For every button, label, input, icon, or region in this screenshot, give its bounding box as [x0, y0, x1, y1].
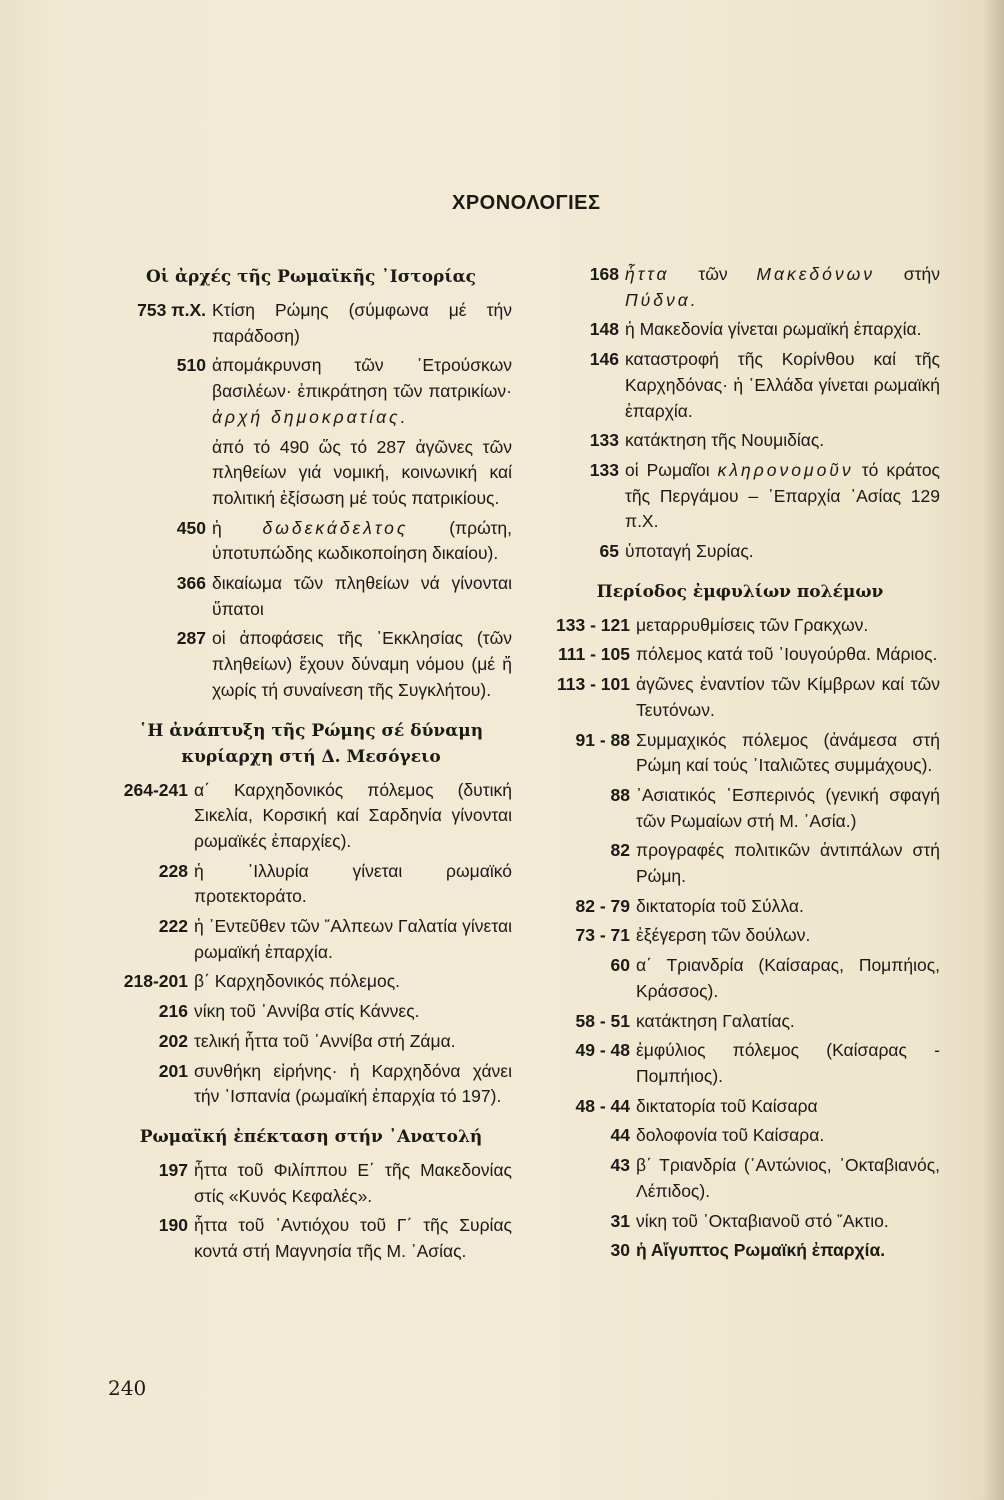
chronology-entry: [110, 1213, 512, 1264]
entry-text: ἡ Μακεδονία γίνεται ρωμαϊκή ἐπαρχία.: [625, 319, 922, 340]
entry-text: β΄ Καρχηδονικός πόλεμος.: [194, 971, 401, 992]
entry-date: 133: [589, 459, 619, 480]
entry-text: ἡ ᾿Εντεῦθεν τῶν ῎Αλπεων Γαλατία γίνεται ρωμαϊκή ἐπαρχία.: [194, 916, 512, 962]
entry-date: 264-241: [123, 779, 188, 800]
chronology-entry: [540, 894, 940, 920]
page-number: 240: [108, 1376, 147, 1400]
entry-date: [110, 435, 212, 512]
entry-text: νίκη τοῦ ᾿Αννίβα στίς Κάννες.: [194, 1001, 420, 1022]
entry-date: 111 - 105: [557, 644, 630, 665]
entry-text: Κτίση Ρώμης (σύμφωνα μέ τήν παράδοση): [212, 300, 512, 346]
entry-date: 133: [589, 430, 619, 451]
chronology-entry: [540, 1238, 940, 1264]
entry-text: κατάκτηση τῆς Νουμιδίας.: [625, 430, 825, 451]
section-heading: ῾Η ἀνάπτυξη τῆς Ρώμης σέ δύναμη κυρίαρχη στή Δ. Μεσόγειο: [138, 720, 484, 767]
entry-date: 197: [158, 1159, 188, 1180]
entry-date: 218-201: [123, 971, 188, 992]
entry-date: 73 - 71: [575, 925, 630, 946]
entry-text: ἡ δωδεκάδελτος (πρώτη, ὑποτυπώδης κωδικοποίηση δικαίου).: [212, 517, 512, 564]
entry-text: νίκη τοῦ ᾿Οκταβιανοῦ στό ῎Ακτιο.: [636, 1210, 889, 1231]
entry-date: 287: [176, 628, 206, 649]
chronology-entry: [110, 969, 512, 995]
chronology-entry: [540, 1209, 940, 1235]
chronology-entry: [540, 613, 940, 639]
chronology-entry: [540, 428, 940, 454]
entry-text: καταστροφή τῆς Κορίνθου καί τῆς Καρχηδόνας· ἡ ῾Ελλάδα γίνεται ρωμαϊκή ἐπαρχία.: [625, 349, 940, 421]
entry-text: ἧττα τοῦ Φιλίππου Ε΄ τῆς Μακεδονίας στίς «Κυνός Κεφαλές».: [194, 1159, 512, 1206]
entry-date: 31: [610, 1210, 630, 1231]
entry-text: ἀγῶνες ἐναντίον τῶν Κίμβρων καί τῶν Τευτόνων.: [636, 674, 940, 720]
entry-text: α΄ Καρχηδονικός πόλεμος (δυτική Σικελία, Κορσική καί Σαρδηνία γίνονται ρωμαϊκές ἐπαρχίες).: [194, 779, 512, 851]
right-column: [540, 262, 940, 1268]
entry-date: 82 - 79: [575, 895, 630, 916]
entry-date: 450: [176, 517, 206, 538]
chronology-entry: [540, 672, 940, 723]
chronology-entry: [540, 458, 940, 535]
chronology-entry: [110, 516, 512, 567]
chronology-entry: [110, 626, 512, 703]
chronology-entry: [540, 317, 940, 343]
entry-date: 91 - 88: [575, 729, 630, 750]
entry-date: 202: [158, 1030, 188, 1051]
chronology-entry: [110, 1158, 512, 1209]
entry-date: 168: [589, 264, 619, 284]
entry-date: 60: [610, 955, 630, 976]
entry-date: 216: [158, 1001, 188, 1022]
page-shadow: [982, 0, 1004, 1500]
entry-date: 510: [176, 355, 206, 376]
chronology-entry: [110, 778, 512, 855]
section-heading: Περίοδος ἐμφυλίων πολέμων: [596, 581, 884, 602]
entry-text: ἧττα τῶν Μακεδόνων στήν Πύδνα.: [625, 264, 940, 310]
entry-date: 113 - 101: [557, 674, 630, 695]
entry-date: 366: [176, 573, 206, 594]
chronology-entry: [110, 353, 512, 430]
entry-text: προγραφές πολιτικῶν ἀντιπάλων στή Ρώμη.: [636, 840, 940, 887]
entry-text: τελική ἧττα τοῦ ᾿Αννίβα στή Ζάμα.: [194, 1030, 456, 1051]
entry-text: κατάκτηση Γαλατίας.: [636, 1010, 795, 1031]
entry-date: 49 - 48: [575, 1040, 630, 1061]
chronology-entry: [540, 1123, 940, 1149]
entry-date: 201: [158, 1060, 188, 1081]
entry-text: δικτατορία τοῦ Καίσαρα: [636, 1095, 818, 1116]
chronology-entry: [110, 914, 512, 965]
chronology-entry: [540, 1009, 940, 1035]
entry-text: πόλεμος κατά τοῦ ᾿Ιουγούρθα. Μάριος.: [636, 644, 938, 665]
entry-date: 30: [610, 1240, 630, 1261]
entry-date: 88: [610, 784, 630, 805]
entry-emphasis: δωδεκάδελτος: [262, 517, 409, 538]
entry-date: 48 - 44: [575, 1095, 630, 1116]
chronology-entry: [540, 1094, 940, 1120]
entry-date: 753 π.Χ.: [137, 300, 206, 320]
entry-text: ἧττα τοῦ ᾿Αντιόχου τοῦ Γ΄ τῆς Συρίας κοντά στή Μαγνησία τῆς Μ. ᾿Ασίας.: [194, 1215, 512, 1262]
chronology-entry: [110, 435, 512, 512]
left-column: [110, 262, 512, 1269]
chronology-entry: [110, 1029, 512, 1055]
entry-emphasis: κληρονομοῦν: [717, 459, 854, 480]
entry-date: 82: [610, 840, 630, 861]
chronology-entry: [540, 1038, 940, 1089]
chronology-entry: [540, 783, 940, 834]
entry-text: ἡ Αἴγυπτος Ρωμαϊκή ἐπαρχία.: [636, 1240, 886, 1261]
entry-text: δικαίωμα τῶν πληθείων νά γίνονται ὕπατοι: [212, 573, 512, 619]
chronology-entry: [540, 262, 940, 313]
entry-text: συνθήκη εἰρήνης· ἡ Καρχηδόνα χάνει τήν ᾿Ισπανία (ρωμαϊκή ἐπαρχία τό 197).: [194, 1060, 512, 1107]
entry-text: ἀπό τό 490 ὥς τό 287 ἀγῶνες τῶν πληθείων γιά νομική, κοινωνική καί πολιτική ἐξίσωση μέ τούς πατρικίους.: [212, 436, 512, 508]
entry-date: 43: [610, 1155, 630, 1176]
chronology-entry: [540, 642, 940, 668]
entry-date: 190: [158, 1215, 188, 1236]
entry-date: 222: [158, 916, 188, 937]
entry-date: 148: [589, 319, 619, 340]
entry-emphasis: ἀρχή δημοκρατίας.: [212, 406, 409, 427]
chronology-entry: [540, 1153, 940, 1204]
entry-text: οἱ Ρωμαῖοι κληρονομοῦν τό κράτος τῆς Περγάμου – ᾿Επαρχία ᾿Ασίας 129 π.Χ.: [625, 459, 940, 532]
entry-text: α΄ Τριανδρία (Καίσαρας, Πομπήιος, Κράσσος).: [636, 955, 940, 1001]
entry-text: ᾿Ασιατικός ῾Εσπερινός (γενική σφαγή τῶν Ρωμαίων στή Μ. ᾿Ασία.): [636, 784, 940, 831]
entry-date: 44: [610, 1125, 630, 1146]
entry-date: 133 - 121: [556, 614, 630, 635]
chronology-entry: [110, 999, 512, 1025]
section-heading: Οἱ ἀρχές τῆς Ρωμαϊκῆς ᾿Ιστορίας: [145, 267, 476, 287]
section-heading: Ρωμαϊκή ἐπέκταση στήν ᾿Ανατολή: [139, 1126, 483, 1147]
entry-text: ἐμφύλιος πόλεμος (Καίσαρας - Πομπήιος).: [636, 1040, 940, 1086]
entry-date: 146: [589, 349, 619, 370]
entry-text: οἱ ἀποφάσεις τῆς ᾿Εκκλησίας (τῶν πληθείων) ἔχουν δύναμη νόμου (μέ ἤ χωρίς τή συναίνεση τῆς Συγκλήτου).: [212, 628, 512, 700]
chronology-entry: [110, 571, 512, 622]
chronology-entry: [110, 298, 512, 349]
entry-text: μεταρρυθμίσεις τῶν Γρακχων.: [636, 614, 869, 635]
chronology-entry: [540, 953, 940, 1004]
entry-text: ἀπομάκρυνση τῶν ᾿Ετρούσκων βασιλέων· ἐπικράτηση τῶν πατρικίων· ἀρχή δημοκρατίας.: [212, 355, 512, 427]
entry-text: δικτατορία τοῦ Σύλλα.: [636, 895, 804, 916]
entry-text: ἐξέγερση τῶν δούλων.: [636, 925, 811, 946]
entry-text: Συμμαχικός πόλεμος (ἀνάμεσα στή Ρώμη καί τούς ᾿Ιταλιῶτες συμμάχους).: [636, 729, 940, 776]
chronology-entry: [540, 838, 940, 889]
chronology-entry: [540, 347, 940, 424]
entry-text: β΄ Τριανδρία (᾿Αντώνιος, ᾿Οκταβιανός, Λέπιδος).: [636, 1155, 940, 1201]
entry-date: 228: [158, 860, 188, 881]
chronology-entry: [110, 1059, 512, 1110]
entry-text: ἡ ᾿Ιλλυρία γίνεται ρωμαϊκό προτεκτοράτο.: [194, 860, 512, 907]
entry-date: 65: [599, 541, 619, 562]
page-title: ΧΡΟΝΟΛΟΓΙΕΣ: [452, 192, 601, 214]
chronology-entry: [110, 859, 512, 910]
chronology-entry: [540, 539, 940, 565]
chronology-entry: [540, 923, 940, 949]
entry-text: ὑποταγή Συρίας.: [625, 541, 754, 562]
chronology-entry: [540, 728, 940, 779]
entry-text: δολοφονία τοῦ Καίσαρα.: [636, 1125, 825, 1146]
entry-date: 58 - 51: [575, 1010, 630, 1031]
